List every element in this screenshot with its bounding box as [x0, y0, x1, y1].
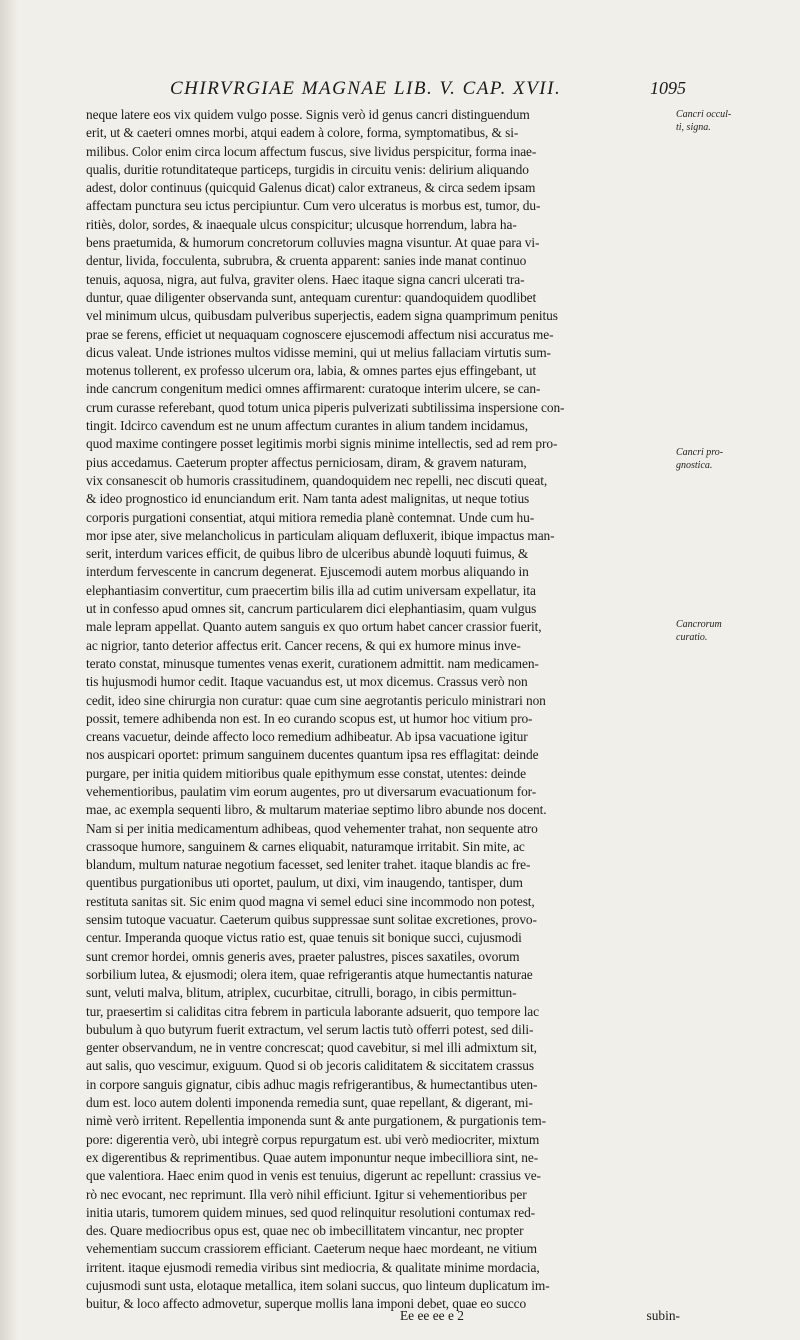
- text-line: ritiès, dolor, sordes, & inaequale ulcus conspicitur; ulcusque horrendum, labra ha-: [86, 216, 517, 232]
- text-line: ac nigrior, tanto deterior affectus erit. Cancer recens, & qui ex humore minus inve-: [86, 637, 521, 653]
- text-line: milibus. Color enim circa locum affectum fuscus, sive lividus perspicitur, forma inae-: [86, 143, 537, 159]
- text-line: adest, dolor continuus (quicquid Galenus dicat) calor extraneus, & circa sedem ipsam: [86, 180, 536, 196]
- text-line: bubulum à quo butyrum fuerit extractum, vel serum lactis tutò offerri potest, sed dili-: [86, 1021, 534, 1037]
- text-line: inde cancrum congenitum medici omnes affirmarent: curatoque interim ulcere, se can-: [86, 381, 541, 397]
- text-line: cedit, ideo sine chirurgia non curatur: quae cum sine aegrotantis periculo ministrari non: [86, 692, 546, 708]
- text-line: dentur, livida, focculenta, subrubra, & cruenta apparent: sanies inde manat continuo: [86, 253, 527, 269]
- marginal-note: [676, 446, 786, 472]
- text-line: nimè verò irritent. Repellentia imponenda sunt & ante purgationem, & purgationis tem-: [86, 1113, 546, 1129]
- text-line: Nam si per initia medicamentum adhibeas, quod vehementer trahat, non sequente atro: [86, 820, 538, 836]
- text-line: rò nec evocant, nec reprimunt. Illa verò nihil efficiunt. Igitur si vehementioribus per: [86, 1186, 527, 1202]
- text-line: dum est. loco autem dolenti imponenda remedia sunt, quae repellant, & digerant, mi-: [86, 1095, 533, 1111]
- text-line: bens praetumida, & humorum concretorum colluvies magna visuntur. At quae para vi-: [86, 235, 540, 251]
- text-line: qualis, duritie rotunditateque particeps, turgidis in circuitu venis: delirium aliquando: [86, 161, 529, 177]
- text-line: que valentiora. Haec enim quod in venis est tenuius, digerunt ac repellunt: crassius ve-: [86, 1168, 541, 1184]
- text-line: mor ipse ater, sive melancholicus in particulam aliquam defluxerit, ibique impactus man-: [86, 527, 555, 543]
- text-line: pius accedamus. Caeterum propter affectus perniciosam, diram, & gravem naturam,: [86, 454, 527, 470]
- text-line: vehementiam succum crassiorem efficiant. Caeterum neque haec mordeant, ne vitium: [86, 1241, 537, 1257]
- text-line: corporis purgationi consentiat, atqui mitiora remedia planè contemnat. Unde cum hu-: [86, 509, 535, 525]
- text-line: possit, temere adhibenda non est. In eo curando scopus est, ut humor hoc vitium pro-: [86, 710, 533, 726]
- text-line: tenuis, aquosa, nigra, aut fulva, graviter olens. Haec itaque signa cancri ulcerati tra-: [86, 271, 525, 287]
- page-number: 1095: [650, 78, 686, 98]
- text-line: affectam punctura seu ictus percipiuntur. Cum vero ulceratus is morbus est, tumor, du-: [86, 198, 541, 214]
- page-footer: [86, 1308, 680, 1328]
- text-line: ut in confesso apud omnes sit, cancrum particularem dici elephantiasim, quam vulgus: [86, 601, 537, 617]
- text-line: nos auspicari oportet: primum sanguinem ducentes quantum ipsa res efflagitat: deinde: [86, 747, 539, 763]
- text-line: des. Quare mediocribus opus est, quae nec ob imbecillitatem vincantur, nec propter: [86, 1223, 524, 1239]
- text-line: aut salis, quo vescimur, exiguum. Quod si ob jecoris caliditatem & siccitatem crassus: [86, 1058, 535, 1074]
- body-text: [86, 106, 670, 1314]
- marginal-note: [676, 618, 786, 644]
- text-line: purgare, per initia quidem mitioribus quale epithymum esse constat, utentes: deinde: [86, 765, 526, 781]
- text-line: vel minimum ulcus, quibusdam pulveribus superjectis, eadem signa quamprimum penitus: [86, 308, 558, 324]
- text-line: cujusmodi sunt usta, elotaque metallica, item solani succus, quo linteum duplicatum im-: [86, 1278, 550, 1293]
- text-line: pore: digerentia verò, ubi integrè corpus repurgatum est. ubi verò mediocriter, mixtum: [86, 1131, 540, 1147]
- running-head: [86, 78, 686, 102]
- marginal-note-line: ti, signa.: [676, 122, 711, 133]
- catchword: subin-: [646, 1308, 680, 1323]
- marginal-note-line: gnostica.: [676, 460, 713, 471]
- text-line: motenus tollerent, ex professo ulcerum ora, labia, & omnes partes ejus effingebant, ut: [86, 363, 537, 379]
- text-line: tis hujusmodi humor cedit. Itaque vacuandus est, ut mox dicemus. Crassus verò non: [86, 674, 528, 690]
- text-line: mae, ac exempla sequenti libro, & multarum materiae septimo libro abunde nos docent.: [86, 802, 547, 818]
- text-line: quentibus purgationibus uti oportet, paulum, ut dixi, vim inaugendo, tantisper, dum: [86, 875, 523, 891]
- text-line: initia utaris, tumorem quidem minues, sed quod relinquitur resolutioni contumax red-: [86, 1204, 536, 1220]
- marginal-note-line: curatio.: [676, 632, 708, 643]
- text-line: restituta sanitas sit. Sic enim quod magna vi semel educi sine incommodo non potest,: [86, 893, 535, 909]
- marginal-note-line: Cancri pro-: [676, 447, 724, 458]
- text-line: dicus valeat. Unde istriones multos vidisse memini, qui ut melius fallaciam virtutis sum-: [86, 344, 551, 360]
- text-line: erit, ut & caeteri omnes morbi, atqui eadem à colore, forma, symptomatibus, & si-: [86, 125, 519, 141]
- text-line: interdum fervescente in cancrum degenerat. Ejuscemodi autem morbus aliquando in: [86, 564, 529, 580]
- text-line: irritent. itaque ejusmodi remedia viribus sint mediocria, & qualitate minime mordacia,: [86, 1259, 540, 1275]
- marginal-note-line: Cancri occul-: [676, 109, 732, 120]
- text-line: sorbilium lutea, & ejusmodi; olera item, quae refrigerantis atque humectantis naturae: [86, 966, 533, 982]
- text-line: sunt cremor hordei, omnis generis aves, praeter palustres, pisces saxatiles, ovorum: [86, 948, 520, 964]
- text-line: & ideo prognostico id enunciandum erit. Nam tanta adest malignitas, ut neque totius: [86, 491, 530, 507]
- marginal-note: [676, 108, 786, 134]
- text-line: crum curasse referebant, quod totum unica piperis pulverizati subtilissima inspersione con-: [86, 399, 565, 415]
- text-line: elephantiasim convertitur, cum praecertim bilis illa ad cutim universam expellatur, ita: [86, 582, 536, 598]
- text-line: vix consanescit ob humoris crassitudinem, quandoquidem nec repelli, nec discuti queat,: [86, 472, 548, 488]
- text-line: duntur, quae diligenter observanda sunt, antequam curentur: quandoquidem quodlibet: [86, 289, 537, 305]
- text-line: centur. Imperanda quoque victus ratio est, quae tenuis sit bonique succi, cujusmodi: [86, 930, 522, 946]
- text-line: crassoque humore, sanguinem & carnes eliquabit, naturamque irritabit. Sin mite, ac: [86, 838, 525, 854]
- text-line: vehementioribus, paulatim vim eorum augentes, pro ut diversarum evacuationum for-: [86, 783, 537, 799]
- text-line: sensim tutoque vacuatur. Caeterum quibus suppressae sunt solitae excretiones, provo-: [86, 912, 537, 928]
- text-line: male lepram appellat. Quanto autem sanguis ex quo ortum habet cancer crassior fuerit,: [86, 619, 542, 635]
- text-line: tur, praesertim si caliditas citra febrem in particula laborante adsuerit, quo tempore lac: [86, 1003, 539, 1019]
- text-line: quod maxime contingere posset legitimis morbi signis minime intellectis, sed ad rem pro-: [86, 436, 558, 452]
- running-head-title: CHIRVRGIAE MAGNAE LIB. V. CAP. XVII.: [170, 78, 562, 99]
- text-line: creans vacuetur, deinde affecto loco remedium adhibeatur. Ab ipsa vacuatione igitur: [86, 729, 528, 745]
- text-line: tingit. Idcirco cavendum est ne unum affectum curantes in alium tandem incidamus,: [86, 418, 528, 434]
- text-line: in corpore sanguis gignatur, cibis adhuc magis refrigerantibus, & humectantibus uten-: [86, 1076, 538, 1092]
- marginal-note-line: Cancrorum: [676, 619, 722, 630]
- text-line: sunt, veluti malva, blitum, atriplex, cucurbitae, citrulli, borago, in cibis permittun-: [86, 985, 517, 1001]
- text-line: buitur, & loco affecto admovetur, superque mollis lana imponi debet, quae eo succo: [86, 1296, 527, 1312]
- text-line: terato constat, minusque tumentes venas exerit, curationem admittit. nam medicamen-: [86, 655, 539, 671]
- text-line: genter observandum, ne in ventre concrescat; quod cavebitur, si mel illi admixtum sit,: [86, 1040, 537, 1056]
- text-line: prae se ferens, efficiet ut nequaquam cognoscere ejuscemodi affectum nisi accuratus me-: [86, 326, 554, 342]
- spine-shadow: [0, 0, 18, 1340]
- text-line: blandum, multum naturae negotium facesset, sed leniter trahet. itaque blandis ac fre-: [86, 857, 531, 873]
- text-line: serit, interdum varices efficit, de quibus libro de ulceribus abundè loquuti fuimus, &: [86, 546, 529, 562]
- text-line: neque latere eos vix quidem vulgo posse. Signis verò id genus cancri distinguendum: [86, 107, 530, 122]
- signature-mark: Ee ee ee e 2: [400, 1308, 464, 1323]
- text-line: ex digerentibus & reprimentibus. Quae autem imponuntur neque imbecilliora sint, ne-: [86, 1149, 539, 1165]
